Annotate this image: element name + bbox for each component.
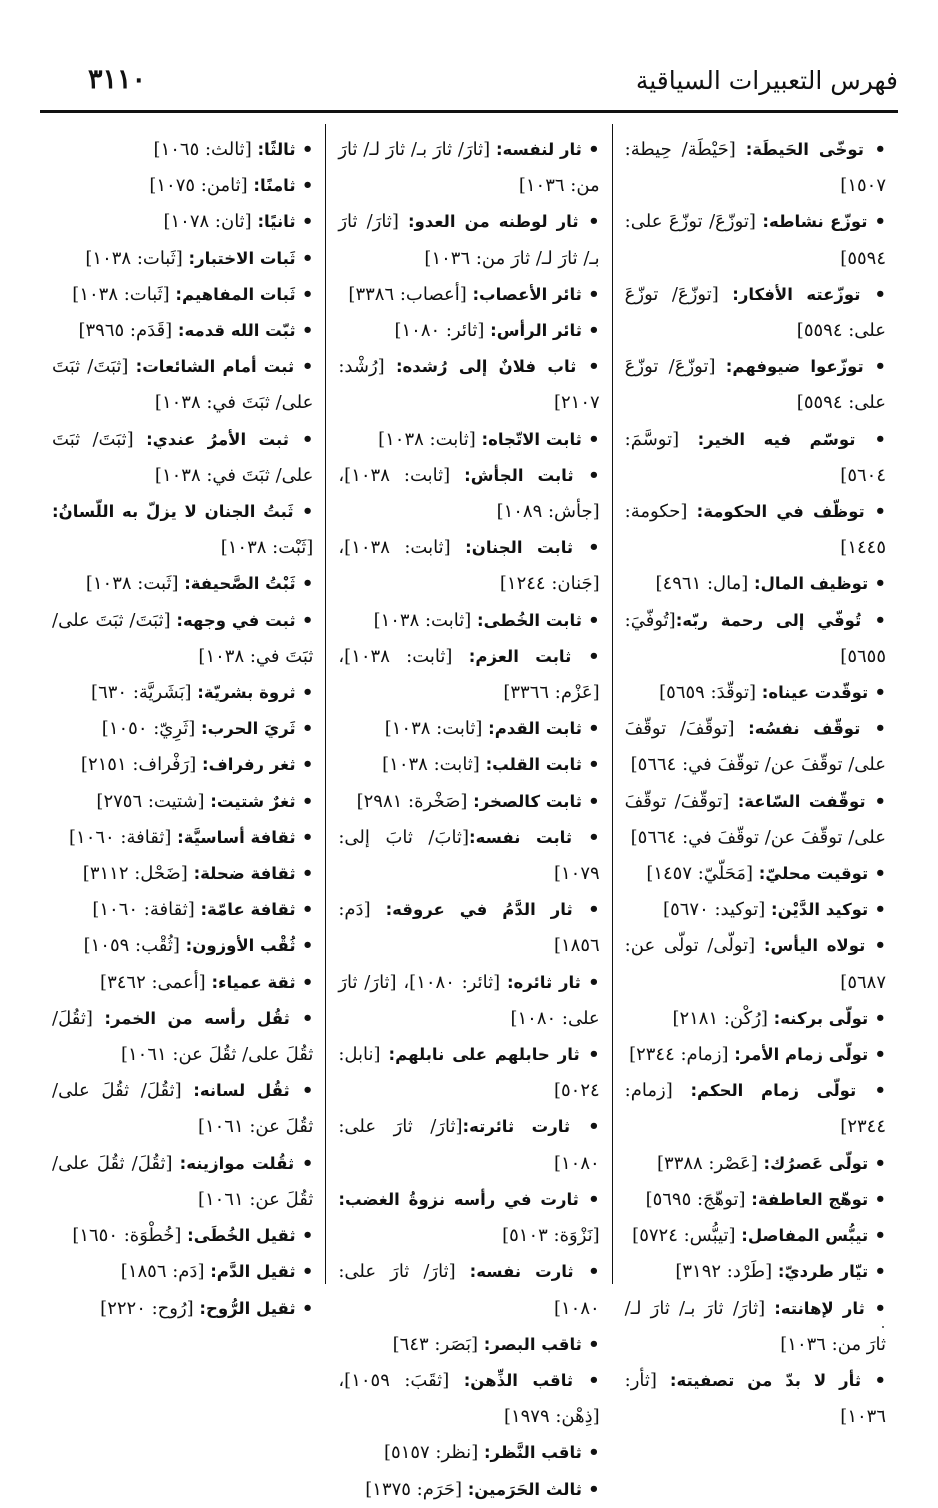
entry-term: توزّعته الأفكار: [732, 284, 861, 304]
index-entry [338, 639, 599, 711]
entry-term: ثابت الجأش: [464, 465, 574, 485]
entry-reference: [ثَرِيّ: ١٠٥٠] [101, 718, 202, 740]
entry-term: ثائر الرأس: [490, 321, 582, 341]
entry-reference: [ثابت: ١٠٣٨]، [عَزْم: ٣٣٦٦] [338, 645, 600, 704]
entry-term: ثاب فلانٌ إلى رُشده: [395, 357, 577, 377]
index-entry [338, 277, 599, 313]
entry-reference: [ثارَ/ ثارَ على: ١٠٨٠] [338, 1261, 600, 1319]
index-entry [625, 784, 886, 856]
entry-reference: [ثُقْب: ١٠٥٩] [83, 935, 186, 957]
index-entry [52, 1254, 313, 1290]
entry-term: ثانيًا: [257, 212, 296, 232]
entry-term: تيّار طرديّ: [777, 1262, 869, 1282]
index-entry [338, 747, 599, 783]
index-entry [52, 204, 313, 240]
index-entry [338, 458, 599, 530]
entry-term: ثابت الاتّجاه: [481, 429, 582, 449]
entry-reference: [توسَّمَ: ٥٦٠٤] [624, 428, 886, 486]
entry-term: توقّدت عيناه: [761, 683, 869, 703]
index-entry [52, 422, 313, 494]
entry-term: ثَبْتُ الصَّحيفة: [184, 574, 296, 594]
entry-term: توسّم فيه الخير: [697, 429, 856, 449]
entry-reference: [ثَبات: ١٠٣٨] [72, 283, 176, 305]
index-entry [52, 965, 313, 1001]
index-entry [52, 132, 313, 168]
index-column-middle [326, 124, 611, 1500]
entry-term: توظّف في الحكومة: [696, 502, 865, 522]
entry-reference: [ثامن: ١٠٧٥] [149, 175, 254, 197]
entry-term: ثار لإهانته: [774, 1298, 865, 1318]
entry-reference: [ثبَتَ/ ثبَتَ على/ ثبَتَ في: ١٠٣٨] [52, 428, 314, 486]
entry-reference: [ثبَتَ/ ثبَتَ على/ ثبَتَ في: ١٠٣٨] [52, 356, 314, 414]
entry-reference: [ثابت: ١٠٣٨]، [جَنان: ١٢٤٤] [338, 537, 600, 595]
entry-reference: [ثقُلَ/ ثقُلَ على/ ثقُلَ عن: ١٠٦١] [52, 1152, 314, 1210]
entry-term: ثقافة أساسيَّة: [177, 827, 296, 847]
index-entry [52, 313, 313, 349]
entry-term: توظيف المال: [753, 574, 869, 594]
index-entry [52, 784, 313, 820]
entry-reference: [تُوفّيَ: ٥٦٥٥] [624, 609, 886, 667]
entry-reference: [ثقَبَ: ١٠٥٩]، [ذِهْن: ١٩٧٩] [338, 1369, 600, 1428]
entry-reference: [ثَبْت: ١٠٣٨] [220, 537, 314, 559]
entry-term: ثارت في رأسه نزوةُ الغضب: [338, 1189, 579, 1209]
entry-term: ثبت في وجهه: [176, 610, 296, 630]
index-entry [338, 313, 599, 349]
entry-term: ثغر رفراف: [202, 755, 296, 775]
entry-term: تولّى زمام الحكم: [690, 1081, 857, 1101]
entry-term: ثاقب النَّظر: [483, 1443, 582, 1463]
entry-reference: [عَصْر: ٣٣٨٨] [657, 1152, 764, 1174]
index-entry [338, 784, 599, 820]
index-entry [52, 1001, 313, 1073]
index-entry [338, 820, 599, 892]
index-entry [338, 204, 599, 276]
index-entry [625, 1146, 886, 1182]
index-entry [338, 1435, 599, 1471]
entry-reference: [دَم: ١٨٥٦] [120, 1261, 211, 1283]
entry-term: توقّفت السّاعة: [737, 791, 866, 811]
index-entry [625, 675, 886, 711]
index-entry [52, 856, 313, 892]
entry-term: ثقيل الدَّم: [210, 1262, 296, 1282]
entry-reference: [رُكْن: ٢١٨١] [672, 1007, 774, 1029]
entry-reference: [ثائر: ١٠٨٠] [394, 320, 491, 342]
entry-term: ثقة عمياء: [211, 972, 296, 992]
entry-term: ثابت القلب: [485, 755, 582, 775]
entry-term: تولّى زمام الأمر: [734, 1045, 869, 1065]
index-entry [338, 603, 599, 639]
entry-reference: [نَزْوَة: ٥١٠٣] [502, 1225, 600, 1247]
entry-reference: [ثَبت: ١٠٣٨] [85, 573, 185, 595]
entry-term: ثقافة ضحلة: [193, 864, 296, 884]
index-entry [625, 928, 886, 1000]
entry-reference: [مال: ٤٩٦١] [655, 573, 754, 595]
entry-reference: [رُوح: ٢٢٢٠] [100, 1297, 200, 1319]
entry-term: توقّف نفسُه: [748, 719, 861, 739]
entry-reference: [ضَحْل: ٣١١٢] [82, 863, 194, 885]
index-entry [52, 711, 313, 747]
entry-term: تولّى عَصرُك: [763, 1153, 869, 1173]
entry-reference: [ثائر: ١٠٨٠]، [ثارَ/ ثارَ على: ١٠٨٠] [338, 971, 600, 1029]
entry-reference: [خُطْوَة: ١٦٥٠] [72, 1225, 188, 1247]
entry-reference: [ثابت: ١٠٣٨] [378, 428, 482, 450]
index-columns [40, 124, 898, 1500]
entry-term: ثَبات الاختبار: [188, 248, 296, 268]
entry-term: توزّع نشاطه: [762, 212, 868, 232]
index-entry [338, 711, 599, 747]
index-entry [52, 241, 313, 277]
entry-reference: [حَيْطَة/ حِيطة: ١٥٠٧] [624, 139, 886, 197]
entry-term: تُوفّي إلى رحمة ربّه: [675, 610, 862, 630]
entry-term: ثاقب البصر: [483, 1334, 582, 1354]
entry-term: تولّى بركنه: [773, 1008, 869, 1028]
entry-reference: [ثابت: ١٠٣٨]، [جأش: ١٠٨٩] [338, 464, 600, 523]
entry-term: ثُقْب الأوزون: [185, 936, 296, 956]
entry-term: ثار الدَّمُ في عروقه: [385, 900, 573, 920]
index-entry [625, 1037, 886, 1073]
page-header [40, 60, 898, 113]
entry-reference: [ثان: ١٠٧٨] [163, 211, 258, 233]
index-entry [52, 566, 313, 602]
index-entry [625, 1291, 886, 1363]
index-entry [625, 1363, 886, 1435]
entry-reference: [توقّفَ/ توقّفَ على/ توقّفَ عن/ توقّفَ في: ٥٦٦٤] [624, 790, 886, 848]
index-entry [52, 349, 313, 421]
entry-reference: [بَصَر: ٦٤٣] [392, 1333, 484, 1355]
entry-term: ثائر الأعصاب: [472, 284, 582, 304]
entry-term: ثقُل رأسه من الخمر: [104, 1008, 290, 1028]
entry-reference: [حَرَم: ١٣٧٥] [365, 1478, 468, 1500]
entry-reference: [ثابت: ١٠٣٨] [382, 754, 486, 776]
index-entry [52, 1218, 313, 1254]
entry-term: ثأر لا بدّ من تصفيته: [669, 1370, 862, 1390]
entry-reference: [زمام: ٢٣٤٤] [624, 1080, 886, 1138]
index-entry [338, 530, 599, 602]
entry-reference: [بَشَريَّة: ٦٣٠] [91, 682, 198, 704]
entry-reference: [تيبُّس: ٥٧٢٤] [632, 1225, 742, 1247]
entry-reference: [توكيد: ٥٦٧٠] [663, 899, 772, 921]
entry-term: ثروة بشريّة: [197, 683, 296, 703]
index-entry [338, 1472, 599, 1508]
entry-reference: [ثالث: ١٠٦٥] [153, 139, 258, 160]
entry-reference: [نظر: ٥١٥٧] [384, 1442, 484, 1464]
entry-term: ثاقب الذِّهن: [463, 1370, 574, 1390]
entry-term: ثابت الجنان: [465, 538, 574, 558]
entry-term: توهّج العاطفة: [751, 1189, 869, 1209]
index-column-right [613, 124, 898, 1428]
entry-reference: [ثارَ/ ثارَ بـ/ ثارَ لـ/ ثارَ من: ١٠٣٦] [338, 139, 600, 197]
entry-reference: [طَرْد: ٣١٩٢] [675, 1261, 778, 1283]
index-entry [625, 349, 886, 421]
entry-term: ثبت أمام الشائعات: [135, 357, 295, 377]
entry-term: ثارت ثائرته: [462, 1117, 571, 1137]
entry-reference: [ثقافة: ١٠٦٠] [92, 899, 201, 921]
entry-term: ثقيل الرُّوح: [199, 1298, 296, 1318]
entry-reference: [زمام: ٢٣٤٤] [629, 1044, 735, 1066]
entry-term: تيبُّس المفاصل: [741, 1226, 869, 1246]
index-entry [52, 1146, 313, 1218]
entry-reference: [نابل: ٥٠٢٤] [338, 1044, 600, 1102]
entry-reference: [ثقافة: ١٠٦٠] [69, 826, 178, 848]
entry-term: ثارت نفسه: [469, 1262, 574, 1282]
entry-term: ثامنًا: [253, 176, 296, 196]
entry-reference: [توزّعَ/ توزّعَ على: ٥٥٩٤] [624, 283, 886, 342]
entry-term: ثار لوطنه من العدو: [407, 212, 579, 232]
entry-reference: [توزّعَ/ توزّعَ على: ٥٥٩٤] [624, 356, 886, 414]
index-entry [52, 1291, 313, 1327]
entry-reference: [ثبَتَ/ ثبَتَ على/ ثبَتَ في: ١٠٣٨] [52, 609, 314, 667]
entry-term: ثالثًا: [257, 140, 296, 159]
entry-term: توزّعوا ضيوفهم: [725, 357, 864, 377]
index-entry [625, 856, 886, 892]
index-entry [338, 132, 599, 204]
index-entry [338, 1254, 599, 1326]
entry-reference: [دَم: ١٨٥٦] [338, 899, 600, 957]
index-entry [625, 494, 886, 566]
entry-reference: [مَحَلّيّ: ١٤٥٧] [646, 863, 759, 885]
entry-reference: [توقّدَ: ٥٦٥٩] [659, 682, 762, 704]
entry-term: ثبّت الله قدمه: [177, 321, 296, 341]
entry-reference: [حكومة: ١٤٤٥] [624, 501, 886, 559]
page-mark [882, 1326, 884, 1328]
entry-reference: [أعمى: ٣٤٦٢] [100, 971, 212, 993]
index-entry [625, 1182, 886, 1218]
index-entry [52, 892, 313, 928]
index-entry [52, 1073, 313, 1145]
entry-reference: [ثقُلَ/ ثقُلَ على/ ثقُلَ عن: ١٠٦١] [52, 1007, 314, 1066]
entry-reference: [توهّجَ: ٥٦٩٥] [645, 1188, 752, 1210]
index-entry [338, 349, 599, 421]
entry-term: ثقُل لسانه: [193, 1081, 290, 1101]
index-entry [625, 204, 886, 276]
index-entry [625, 1254, 886, 1290]
entry-term: ثار حابلهم على نابلهم: [388, 1045, 580, 1065]
index-entry [625, 1073, 886, 1145]
entry-reference: [صَخْرة: ٢٩٨١] [356, 790, 474, 812]
entry-term: ثار لنفسه: [495, 140, 582, 159]
entry-term: ثبت الأمرُ عندي: [146, 429, 289, 449]
entry-term: ثغرٌ شتيت: [210, 791, 296, 811]
index-entry [338, 1327, 599, 1363]
index-entry [338, 1182, 599, 1254]
index-entry [625, 1218, 886, 1254]
index-entry [625, 422, 886, 494]
entry-term: ثقيل الخُطَى: [187, 1226, 296, 1246]
entry-term: ثقافة عامّة: [200, 900, 296, 920]
entry-term: ثَبات المفاهيم: [175, 284, 296, 304]
index-entry [338, 1109, 599, 1181]
entry-reference: [ثقُلَ/ ثقُلَ على/ ثقُلَ عن: ١٠٦١] [52, 1080, 314, 1138]
entry-reference: [ثابت: ١٠٣٨] [384, 718, 489, 740]
index-entry [625, 277, 886, 349]
index-entry [338, 1363, 599, 1435]
index-entry [338, 892, 599, 964]
index-entry [52, 603, 313, 675]
entry-reference: [ثَبات: ١٠٣٨] [85, 247, 189, 269]
entry-term: ثابت القدم: [488, 719, 582, 739]
index-entry [338, 422, 599, 458]
index-entry [625, 1001, 886, 1037]
entry-reference: [ثارَ/ ثارَ بـ/ ثارَ لـ/ ثارَ من: ١٠٣٦] [338, 211, 600, 269]
entry-term: ثابت الخُطى: [476, 610, 582, 630]
entry-reference: [رَفْراف: ٢١٥١] [80, 754, 203, 776]
entry-term: ثابت العزم: [468, 646, 572, 666]
index-entry [52, 277, 313, 313]
entry-reference: [تولّى/ تولّى عن: ٥٦٨٧] [624, 935, 886, 993]
entry-reference: [توقّفَ/ توقّفَ على/ توقّفَ عن/ توقّفَ في: ٥٦٦٤] [624, 718, 886, 776]
index-entry [338, 1037, 599, 1109]
entry-term: ثابت كالصخر: [473, 791, 582, 811]
index-entry [52, 168, 313, 204]
index-entry [625, 132, 886, 204]
index-entry [625, 603, 886, 675]
entry-reference: [شتيت: ٢٧٥٦] [96, 790, 211, 812]
index-column-left [40, 124, 325, 1319]
index-entry [52, 928, 313, 964]
entry-term: ثَبتُ الجنان لا يزلّ به اللّسانُ: [52, 502, 294, 522]
entry-term: ثالث الحَرَمين: [467, 1479, 582, 1499]
entry-reference: [توزّعَ/ توزّعَ على: ٥٥٩٤] [624, 211, 886, 269]
index-entry [625, 566, 886, 602]
entry-reference: [ثارَ/ ثارَ على: ١٠٨٠] [338, 1116, 600, 1174]
page-number: ٣١١٠ [88, 64, 147, 95]
entry-term: توخّى الحَيطَة: [745, 140, 864, 159]
index-entry [52, 675, 313, 711]
entry-reference: [ثابَ/ ثابَ إلى: ١٠٧٩] [338, 826, 600, 885]
entry-reference: [قَدَم: ٣٩٦٥] [78, 320, 178, 342]
index-entry [625, 711, 886, 783]
entry-reference: [ثارَ/ ثارَ بـ/ ثارَ لـ/ ثارَ من: ١٠٣٦] [624, 1297, 886, 1355]
entry-reference: [رُشْد: ٢١٠٧] [338, 356, 600, 414]
page-title: فهرس التعبيرات السياقية [635, 66, 898, 95]
entry-reference: [أعصاب: ٣٣٨٦] [348, 283, 473, 305]
index-entry [52, 820, 313, 856]
entry-term: ثَريَ الحرب: [201, 719, 296, 739]
entry-term: توقيت محليّ: [758, 864, 869, 884]
entry-term: ثار ثائره: [506, 972, 581, 992]
entry-reference: [ثأر: ١٠٣٦] [624, 1369, 886, 1428]
index-entry [52, 494, 313, 566]
index-entry [338, 965, 599, 1037]
index-entry [625, 892, 886, 928]
entry-term: تولاه اليأس: [763, 936, 866, 956]
entry-term: ثقُلت موازينه: [179, 1153, 295, 1173]
entry-term: توكيد الدَّيْن: [771, 900, 869, 920]
entry-reference: [ثابت: ١٠٣٨] [373, 609, 477, 631]
index-entry [52, 747, 313, 783]
entry-term: ثابت نفسه: [468, 827, 573, 847]
